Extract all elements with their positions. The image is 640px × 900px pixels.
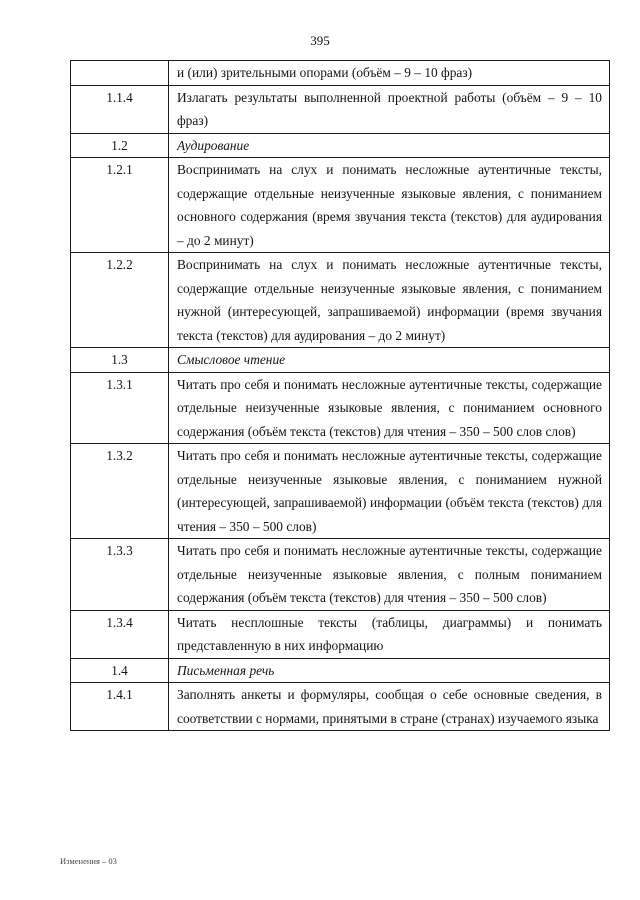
- table-row: [70, 85, 610, 133]
- table-row: [70, 157, 610, 252]
- row-code: 1.4.1: [71, 683, 169, 730]
- table-row: [70, 610, 610, 658]
- row-text: Читать несплошные тексты (таблицы, диаграммы) и понимать представленную в них информацию: [169, 611, 610, 658]
- row-code: 1.3.2: [71, 444, 169, 538]
- table-row: [70, 538, 610, 610]
- section-heading: Аудирование: [169, 134, 610, 158]
- section-heading: Смысловое чтение: [169, 348, 610, 372]
- row-text: Излагать результаты выполненной проектной работы (объём – 9 – 10 фраз): [169, 86, 610, 133]
- row-code: 1.1.4: [71, 86, 169, 133]
- row-code: 1.2: [71, 134, 169, 158]
- row-code: 1.3.1: [71, 373, 169, 444]
- page-number: 395: [310, 33, 330, 48]
- row-code: 1.2.2: [71, 253, 169, 347]
- footer-revision-note: Изменения – 03: [60, 856, 117, 866]
- row-code: 1.2.1: [71, 158, 169, 252]
- requirements-table: [70, 60, 610, 731]
- table-row: [70, 133, 610, 158]
- row-text: Читать про себя и понимать несложные аутентичные тексты, содержащие отдельные неизученные языковые явления, с пониманием основного содержания (объём текста (текстов) для чтения – 350 – 500 слов слов): [169, 373, 610, 444]
- row-text: Воспринимать на слух и понимать несложные аутентичные тексты, содержащие отдельные неизученные языковые явления, с пониманием основного содержания (время звучания текста (текстов) для аудирования – до 2 минут): [169, 158, 610, 252]
- row-code: 1.3.3: [71, 539, 169, 610]
- table-row: [70, 372, 610, 444]
- row-text: Воспринимать на слух и понимать несложные аутентичные тексты, содержащие отдельные неизученные языковые явления, с пониманием нужной (интересующей, запрашиваемой) информации (время звучания текста (текстов) для аудирования – до 2 минут): [169, 253, 610, 347]
- row-text: и (или) зрительными опорами (объём – 9 – 10 фраз): [169, 61, 610, 85]
- section-heading: Письменная речь: [169, 659, 610, 683]
- row-code: [71, 61, 169, 85]
- table-row: [70, 347, 610, 372]
- row-text: Читать про себя и понимать несложные аутентичные тексты, содержащие отдельные неизученные языковые явления, с пониманием нужной (интересующей, запрашиваемой) информации (объём текста (текстов) для чтения – 350 – 500 слов): [169, 444, 610, 538]
- table-row: [70, 682, 610, 731]
- row-code: 1.3.4: [71, 611, 169, 658]
- row-text: Читать про себя и понимать несложные аутентичные тексты, содержащие отдельные неизученные языковые явления, с полным пониманием содержания (объём текста (текстов) для чтения – 350 – 500 слов): [169, 539, 610, 610]
- row-code: 1.3: [71, 348, 169, 372]
- table-row: [70, 252, 610, 347]
- row-text: Заполнять анкеты и формуляры, сообщая о себе основные сведения, в соответствии с нормами, принятыми в стране (странах) изучаемого языка: [169, 683, 610, 730]
- table-row: [70, 443, 610, 538]
- row-code: 1.4: [71, 659, 169, 683]
- table-row: [70, 60, 610, 85]
- table-row: [70, 658, 610, 683]
